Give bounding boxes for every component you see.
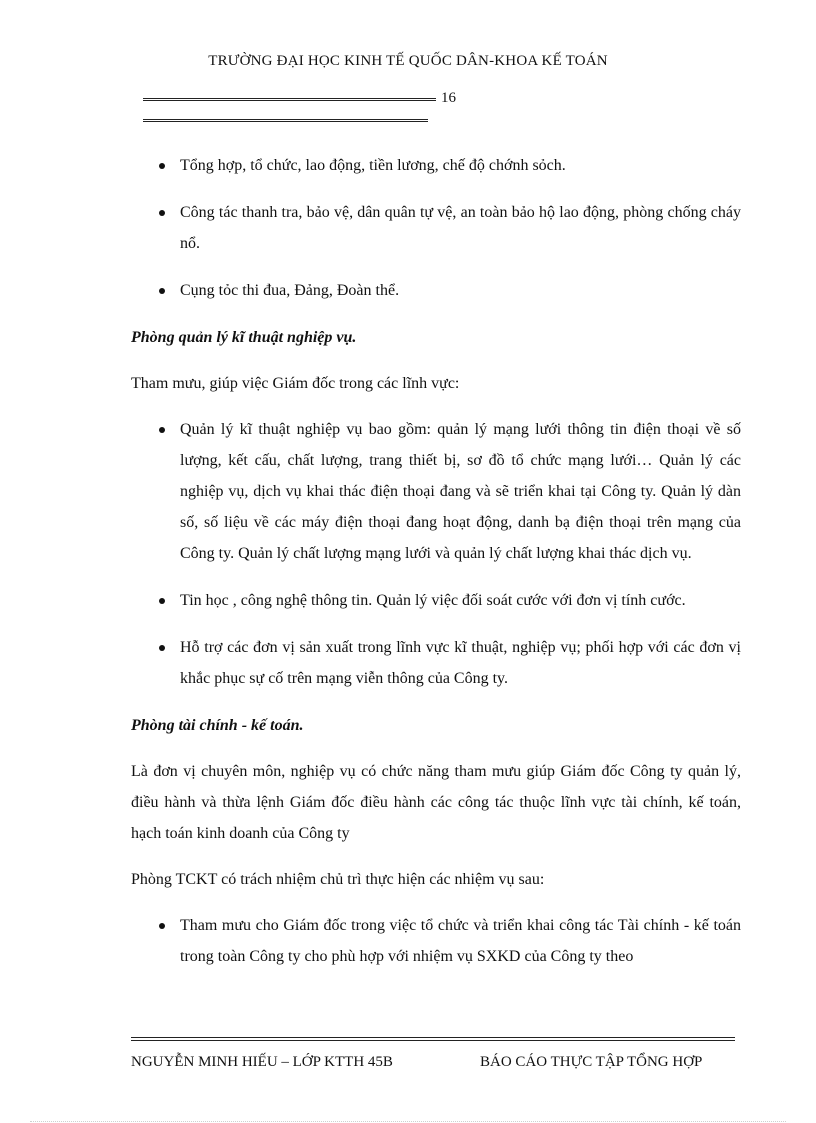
footer-report-title: BÁO CÁO THỰC TẬP TỔNG HỢP	[480, 1054, 703, 1070]
footer-author: NGUYỄN MINH HIẾU – LỚP KTTH 45B	[131, 1054, 393, 1070]
footer-rule	[131, 1037, 735, 1041]
list-item	[131, 632, 741, 694]
header-rule-upper	[143, 98, 436, 101]
section3-list	[131, 910, 741, 972]
bullet-icon	[159, 163, 165, 169]
list-item	[131, 150, 741, 181]
list-item	[131, 414, 741, 569]
list-item	[131, 197, 741, 259]
section-heading: Phòng tài chính - kế toán.	[131, 717, 304, 734]
bullet-icon	[159, 210, 165, 216]
main-content	[131, 150, 741, 988]
bullet-icon	[159, 427, 165, 433]
header-title: TRƯỜNG ĐẠI HỌC KINH TẾ QUỐC DÂN-KHOA KẾ TOÁN	[208, 53, 608, 69]
paragraph: Tham mưu, giúp việc Giám đốc trong các lĩnh vực:	[131, 375, 460, 392]
page-number: 16	[441, 90, 456, 106]
list-item-text: Tham mưu cho Giám đốc trong việc tổ chức và triển khai công tác Tài chính - kế toán trong toàn Công ty cho phù hợp với nhiệm vụ SXKD của Công ty theo	[180, 917, 741, 965]
section2-list	[131, 414, 741, 694]
list-item	[131, 585, 741, 616]
list-item-text: Cụng tỏc thi đua, Đảng, Đoàn thể.	[180, 282, 400, 299]
bullet-icon	[159, 598, 165, 604]
list-item-text: Tin học , công nghệ thông tin. Quản lý việc đối soát cước với đơn vị tính cước.	[180, 592, 686, 609]
paragraph: Là đơn vị chuyên môn, nghiệp vụ có chức năng tham mưu giúp Giám đốc Công ty quản lý, điều hành và thừa lệnh Giám đốc điều hành các công tác thuộc lĩnh vực tài chính, kế toán, hạch toán kinh doanh của Công ty	[131, 763, 741, 842]
paragraph: Phòng TCKT có trách nhiệm chủ trì thực hiện các nhiệm vụ sau:	[131, 871, 545, 888]
list-item-text: Tổng hợp, tổ chức, lao động, tiền lương, chế độ chớnh sỏch.	[180, 157, 566, 174]
list-item	[131, 275, 741, 306]
header-rule-lower	[143, 119, 428, 122]
section1-list	[131, 150, 741, 306]
bullet-icon	[159, 645, 165, 651]
list-item-text: Quản lý kĩ thuật nghiệp vụ bao gồm: quản lý mạng lưới thông tin điện thoại về số lượng, kết cấu, chất lượng, trang thiết bị, sơ đồ tổ chức mạng lưới… Quản lý các nghiệp vụ, dịch vụ khai thác điện thoại đang và sẽ triển khai tại Công ty. Quản lý dàn số, số liệu về các máy điện thoại đang hoạt động, danh bạ điện thoại trên mạng của Công ty. Quản lý chất lượng mạng lưới và quản lý chất lượng khai thác dịch vụ.	[180, 421, 741, 562]
section-heading: Phòng quản lý kĩ thuật nghiệp vụ.	[131, 329, 357, 346]
list-item	[131, 910, 741, 972]
page-bottom-border	[30, 1121, 786, 1122]
bullet-icon	[159, 923, 165, 929]
list-item-text: Hỗ trợ các đơn vị sản xuất trong lĩnh vực kĩ thuật, nghiệp vụ; phối hợp với các đơn vị khắc phục sự cố trên mạng viễn thông của Công ty.	[180, 639, 741, 687]
bullet-icon	[159, 288, 165, 294]
list-item-text: Công tác thanh tra, bảo vệ, dân quân tự vệ, an toàn bảo hộ lao động, phòng chống cháy nổ.	[180, 204, 741, 252]
